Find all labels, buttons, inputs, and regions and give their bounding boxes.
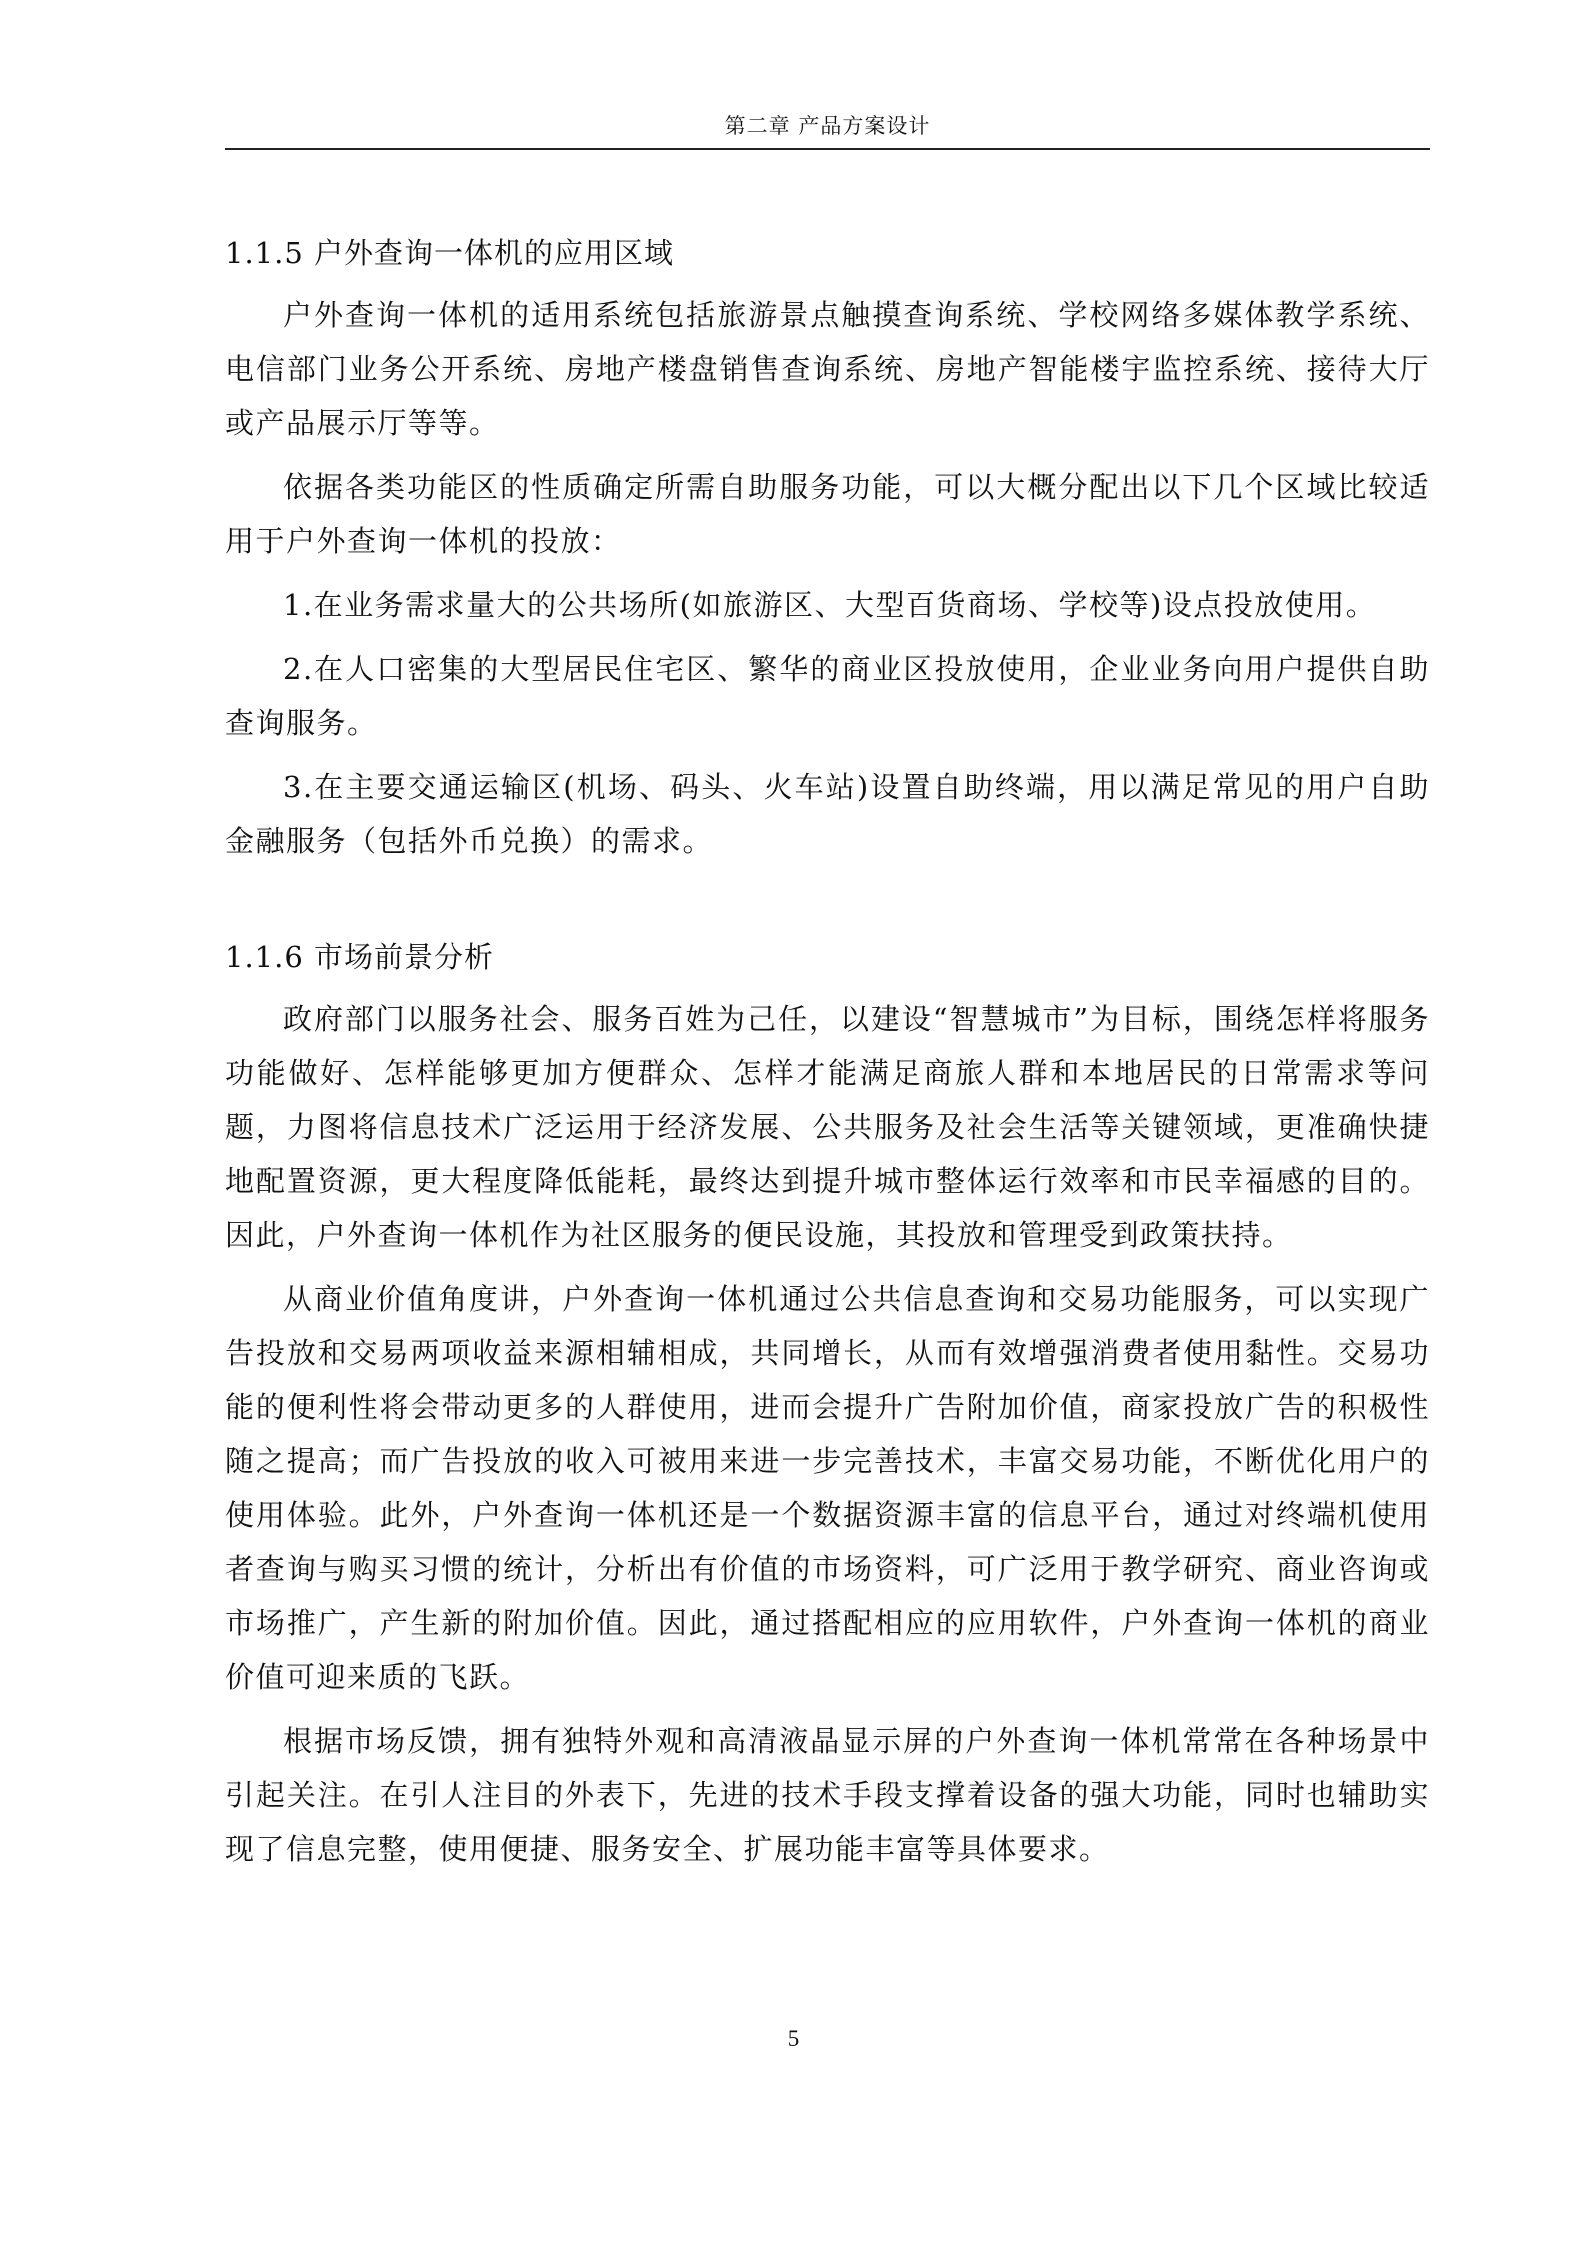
page-number: 5	[787, 2026, 800, 2051]
paragraph: 政府部门以服务社会、服务百姓为己任，以建设“智慧城市”为目标，围绕怎样将服务功能做好、怎样能够更加方便群众、怎样才能满足商旅人群和本地居民的日常需求等问题，力图将信息技术广泛运用于经济发展、公共服务及社会生活等关键领域，更准确快捷地配置资源，更大程度降低能耗，最终达到提升城市整体运行效率和市民幸福感的目的。因此，户外查询一体机作为社区服务的便民设施，其投放和管理受到政策扶持。	[225, 1002, 1430, 1252]
running-header: 第二章 产品方案设计	[724, 114, 931, 138]
paragraph: 根据市场反馈，拥有独特外观和高清液晶显示屏的户外查询一体机常常在各种场景中引起关注。在引人注目的外表下，先进的技术手段支撑着设备的强大功能，同时也辅助实现了信息完整，使用便捷、服务安全、扩展功能丰富等具体要求。	[225, 1724, 1430, 1866]
paragraph: 户外查询一体机的适用系统包括旅游景点触摸查询系统、学校网络多媒体教学系统、电信部门业务公开系统、房地产楼盘销售查询系统、房地产智能楼宇监控系统、接待大厅或产品展示厅等等。	[225, 298, 1430, 440]
paragraph: 从商业价值角度讲，户外查询一体机通过公共信息查询和交易功能服务，可以实现广告投放和交易两项收益来源相辅相成，共同增长，从而有效增强消费者使用黏性。交易功能的便利性将会带动更多的人群使用，进而会提升广告附加价值，商家投放广告的积极性随之提高；而广告投放的收入可被用来进一步完善技术，丰富交易功能，不断优化用户的使用体验。此外，户外查询一体机还是一个数据资源丰富的信息平台，通过对终端机使用者查询与购买习惯的统计，分析出有价值的市场资料，可广泛用于教学研究、商业咨询或市场推广，产生新的附加价值。因此，通过搭配相应的应用软件，户外查询一体机的商业价值可迎来质的飞跃。	[225, 1282, 1430, 1694]
section-heading: 1.1.5 户外查询一体机的应用区域	[225, 236, 675, 270]
section-market-outlook	[225, 934, 1430, 1876]
page-content	[225, 230, 1430, 1886]
list-item-paragraph: 3.在主要交通运输区(机场、码头、火车站)设置自助终端，用以满足常见的用户自助金融服务（包括外币兑换）的需求。	[225, 770, 1430, 858]
section-heading: 1.1.6 市场前景分析	[225, 940, 495, 974]
paragraph: 依据各类功能区的性质确定所需自助服务功能，可以大概分配出以下几个区域比较适用于户外查询一体机的投放：	[225, 470, 1430, 558]
list-item-paragraph: 2.在人口密集的大型居民住宅区、繁华的商业区投放使用，企业业务向用户提供自助查询服务。	[225, 652, 1430, 740]
section-application-areas	[225, 230, 1430, 868]
header-rule	[225, 148, 1430, 150]
list-item-paragraph: 1.在业务需求量大的公共场所(如旅游区、大型百货商场、学校等)设点投放使用。	[283, 588, 1377, 622]
